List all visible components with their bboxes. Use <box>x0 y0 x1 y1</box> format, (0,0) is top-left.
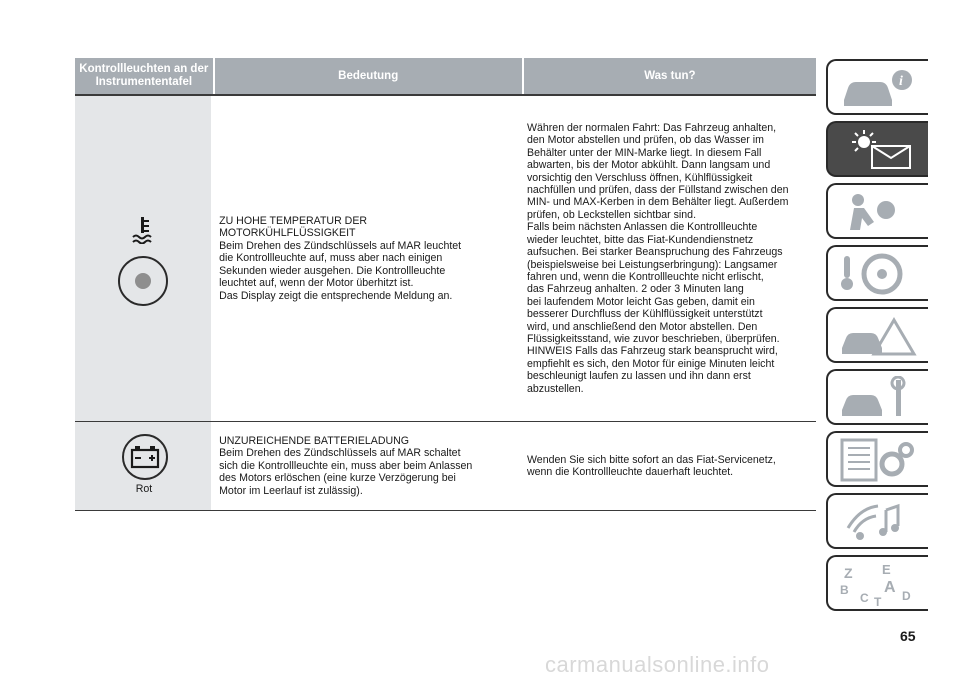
svg-text:B: B <box>840 583 849 597</box>
safety-airbag-icon <box>838 190 918 234</box>
index-icon <box>838 562 918 606</box>
svg-text:i: i <box>899 74 903 89</box>
icon-cell <box>75 96 211 421</box>
technical-data-icon <box>838 438 918 482</box>
meaning-text: ZU HOHE TEMPERATUR DER MOTORKÜHLFLÜSSIGKEIT Beim Drehen des Zündschlüssels auf MAR leuchtet die Kontrollleuchte auf, muss aber nach einigen Sekunden wieder ausgehen. Die Kontrollleuchte leuchtet auf, wenn der Motor überhitzt ist. Das Display zeigt die entsprechende Meldung an. <box>219 215 462 302</box>
tab-driving[interactable] <box>826 245 928 301</box>
page-number: 65 <box>900 628 916 644</box>
battery-icon <box>122 434 168 480</box>
svg-text:Z: Z <box>844 565 853 581</box>
maintenance-icon <box>838 376 918 420</box>
watermark: carmanualsonline.info <box>545 652 770 677</box>
multimedia-icon <box>838 500 918 544</box>
car-info-icon <box>838 66 918 110</box>
tab-index[interactable] <box>826 555 928 611</box>
tab-warning-lights[interactable] <box>826 121 928 177</box>
svg-text:A: A <box>884 579 896 596</box>
icon-cell <box>75 422 211 510</box>
action-text: Wenden Sie sich bitte sofort an das Fiat-Servicenetz, wenn die Kontrollleuchte dauerhaft leuchtet. <box>527 453 776 478</box>
header-lights: Kontrollleuchten an der Instrumententafel <box>75 58 213 94</box>
tab-multimedia[interactable] <box>826 493 928 549</box>
svg-text:D: D <box>902 589 911 603</box>
svg-text:E: E <box>882 562 891 577</box>
indicator-lamp-icon <box>118 256 168 306</box>
header-meaning: Bedeutung <box>215 58 522 94</box>
tab-emergency[interactable] <box>826 307 928 363</box>
header-action: Was tun? <box>524 58 816 94</box>
table-row <box>75 96 816 422</box>
tab-technical-data[interactable] <box>826 431 928 487</box>
steering-wheel-icon <box>838 252 918 296</box>
coolant-temperature-icon <box>132 216 154 244</box>
color-label: Rot <box>135 483 153 495</box>
tab-safety[interactable] <box>826 183 928 239</box>
table-row <box>75 422 816 511</box>
svg-text:C: C <box>860 591 869 605</box>
warning-lights-icon <box>838 128 918 172</box>
tab-maintenance[interactable] <box>826 369 928 425</box>
svg-text:T: T <box>874 595 882 606</box>
tab-car-info[interactable] <box>826 59 928 115</box>
emergency-icon <box>838 314 918 358</box>
warning-lights-table <box>75 58 816 511</box>
table-header <box>75 58 816 96</box>
action-text: Währen der normalen Fahrt: Das Fahrzeug anhalten, den Motor abstellen und prüfen, ob das Wasser im Behälter unter der MIN-Marke liegt. In diesem Fall abwarten, bis der Motor abkühlt. Dann langsam und vorsichtig den Verschluss öffnen, Kühlflüssigkeit nachfüllen und prüfen, dass der Füllstand zwischen den MIN- und MAX-Kerben in dem Behälter liegt. Außerdem prüfen, ob Leckstellen sichtbar sind. Falls beim nächsten Anlassen die Kontrollleuchte wieder leuchtet, bitte das Fiat-Kundendienstnetz aufsuchen. Bei starker Beanspruchung des Fahrzeugs (beispielsweise bei Leistungserbringung): Langsamer fahren und, wenn die Kontrollleuchte nicht erlischt, das Fahrzeug anhalten. 2 oder 3 Minuten lang bei laufendem Motor leicht Gas geben, damit ein besserer Durchfluss der Kühlflüssigkeit unterstützt wird, und anschließend den Motor abstellen. Den Flüssigkeitsstand, wie zuvor beschrieben, überprüfen. HINWEIS Falls das Fahrzeug stark beansprucht wird, empfiehlt es sich, den Motor für einige Minuten leicht beschleunigt laufen zu lassen und ihn dann erst abzustellen. <box>527 122 789 395</box>
lamp-dot <box>135 273 151 289</box>
meaning-text: UNZUREICHENDE BATTERIELADUNG Beim Drehen des Zündschlüssels auf MAR schaltet sich die Kontrollleuchte ein, muss aber beim Anlassen des Motors erlöschen (eine kurze Verzögerung bei Motor im Leerlauf ist zulässig). <box>219 434 473 497</box>
